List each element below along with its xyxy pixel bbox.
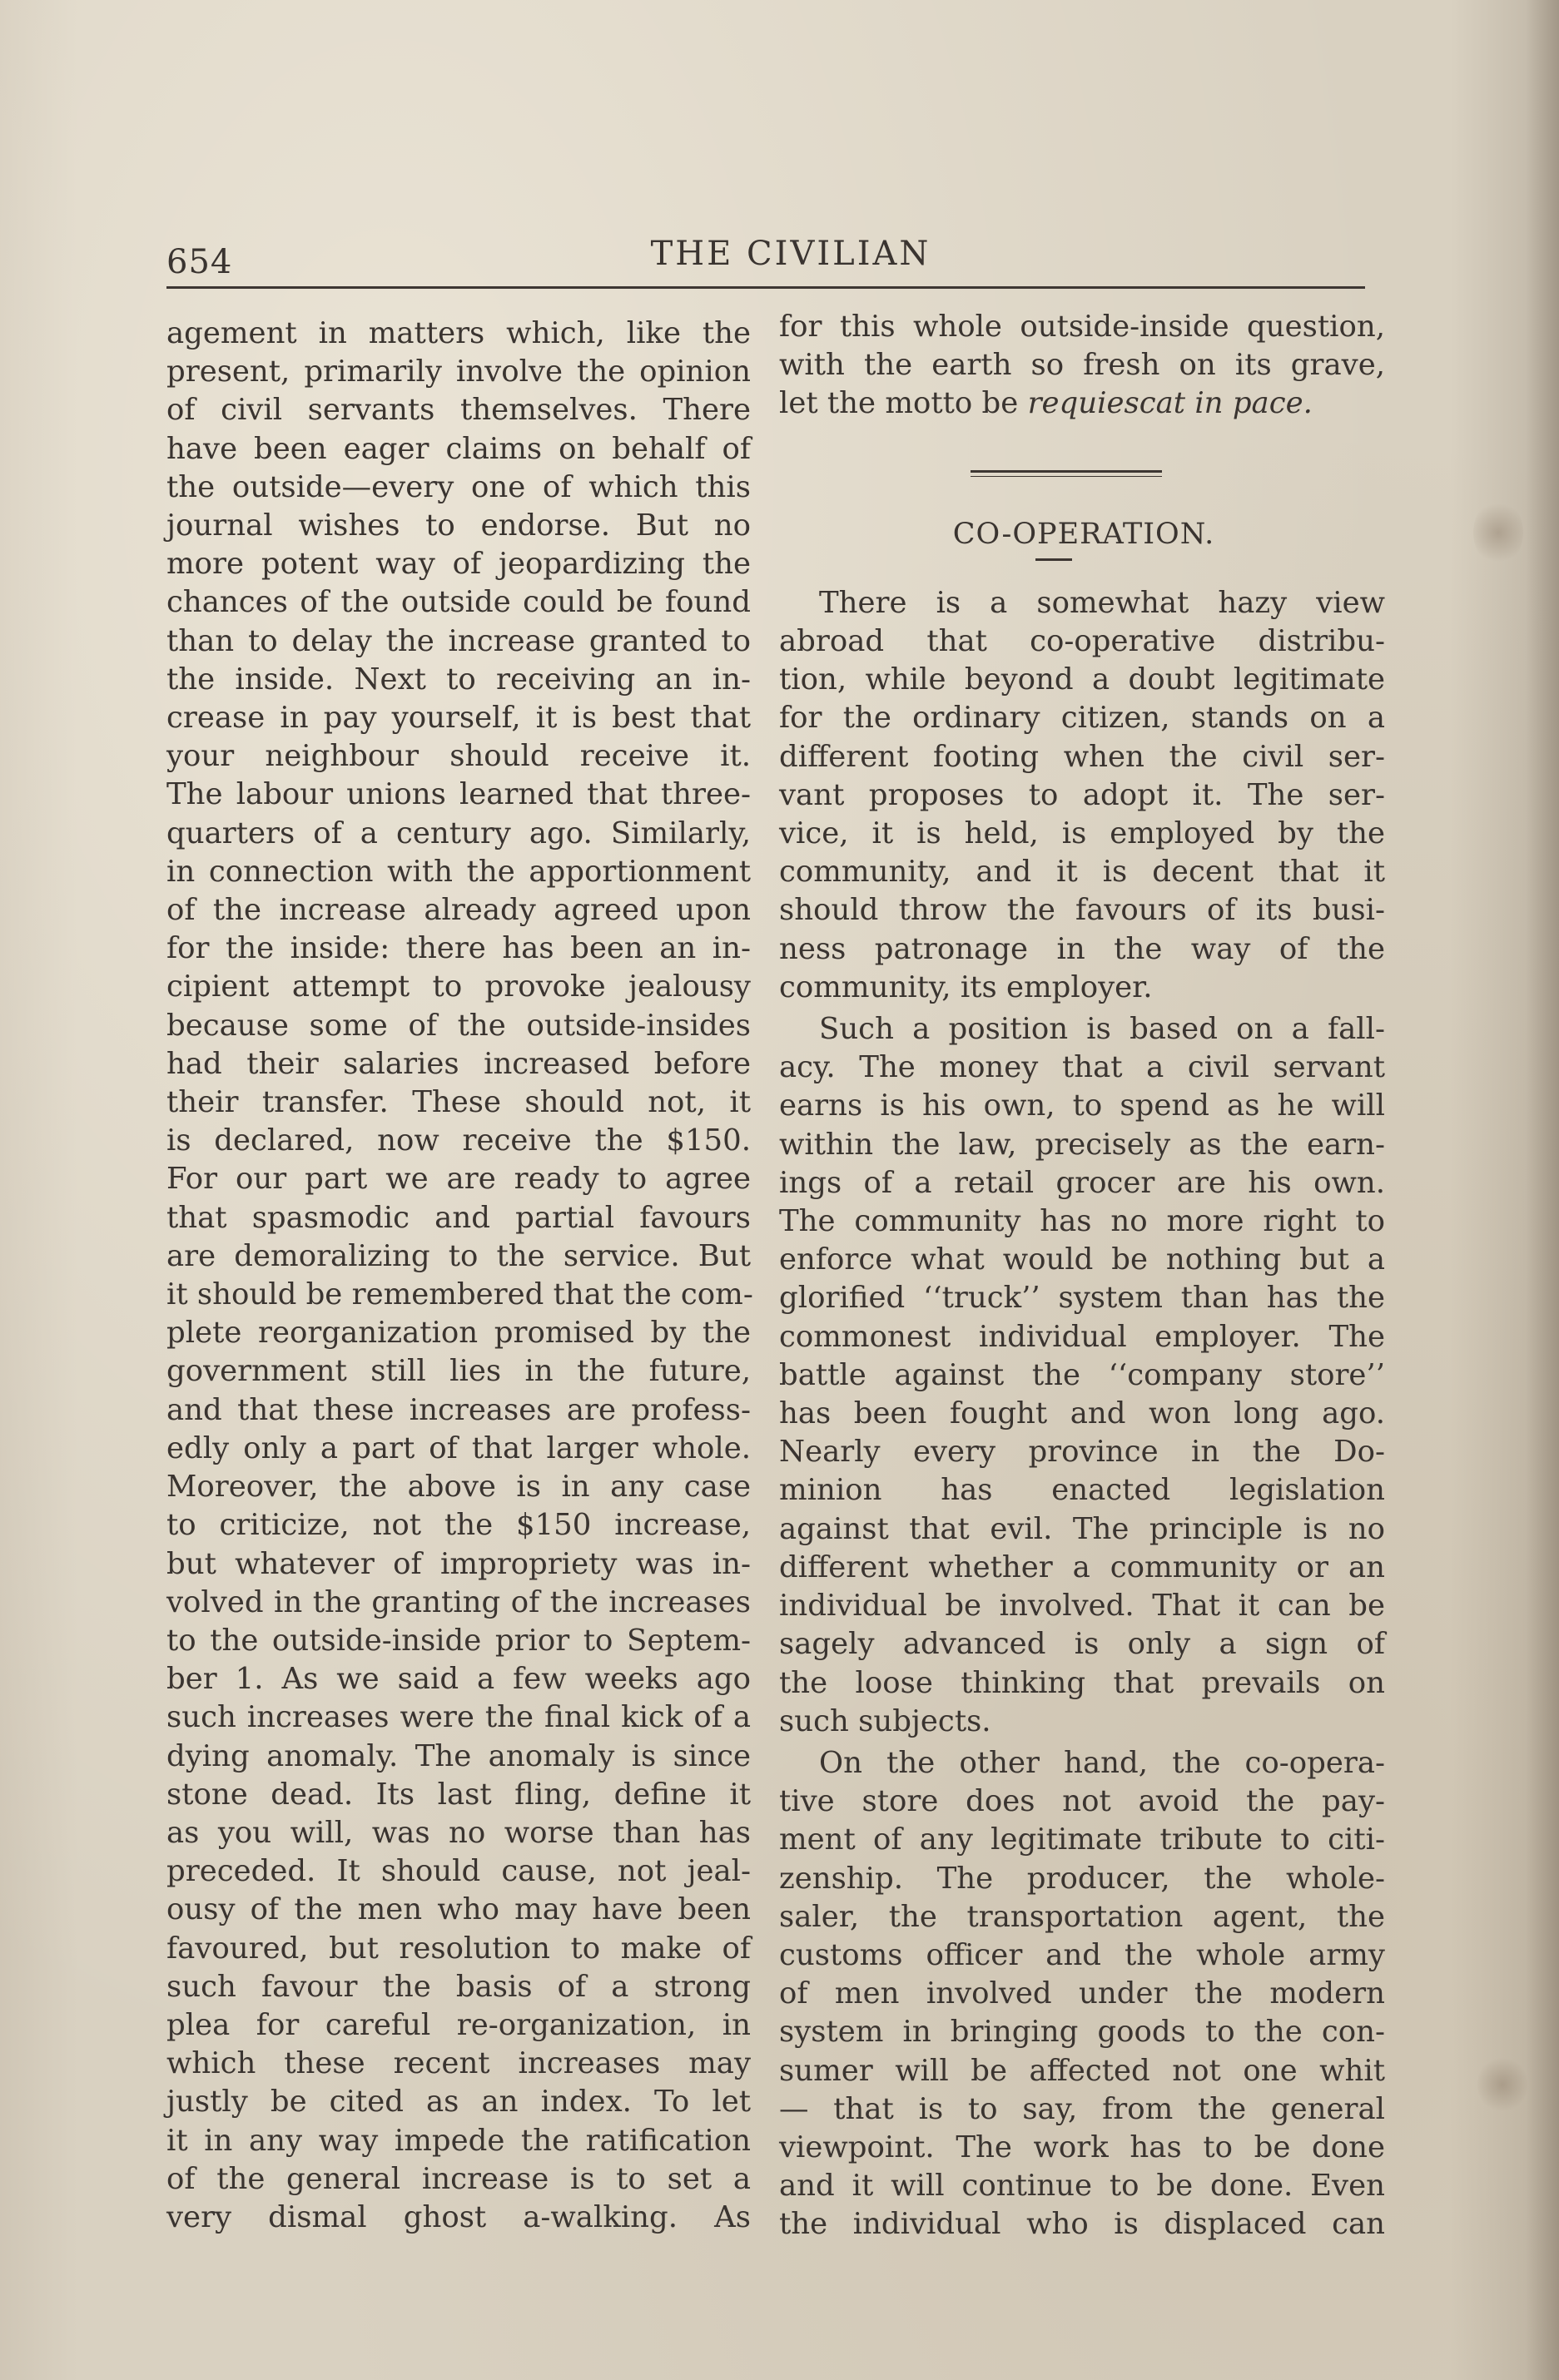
text-line: agement in matters which, like the: [166, 316, 751, 350]
text-line: the outside—every one of which this: [166, 469, 751, 504]
text-line: system in bringing goods to the con-: [779, 2015, 1385, 2050]
text-line: their transfer. These should not, it: [166, 1085, 751, 1120]
text-line: has been fought and won long ago.: [779, 1396, 1385, 1431]
divider-rule-thin: [971, 476, 1162, 477]
text-line: Nearly every province in the Do-: [779, 1435, 1385, 1470]
text-line: and that these increases are profess-: [166, 1392, 751, 1427]
motto-latin: requiescat in pace.: [1027, 386, 1313, 421]
text-line: journal wishes to endorse. But no: [166, 508, 751, 543]
text-line: customs officer and the whole army: [779, 1937, 1385, 1972]
header-rule: [166, 286, 1365, 289]
text-line: in connection with the apportionment: [166, 854, 751, 889]
text-line: glorified ‘‘truck’’ system than has the: [779, 1281, 1385, 1316]
text-line: but whatever of impropriety was in-: [166, 1546, 751, 1581]
paragraph: [779, 1744, 1385, 2244]
text-line: and it will continue to be done. Even: [779, 2169, 1385, 2204]
text-line: for this whole outside-inside question,: [779, 310, 1385, 344]
text-line: chances of the outside could be found: [166, 585, 751, 620]
text-line: There is a somewhat hazy view: [819, 585, 1385, 620]
text-line: your neighbour should receive it.: [166, 739, 751, 774]
text-line: against that evil. The principle is no: [779, 1511, 1385, 1546]
text-line: Moreover, the above is in any case: [166, 1470, 751, 1505]
text-line: The labour unions learned that three-: [166, 777, 751, 812]
text-line: to criticize, not the $150 increase,: [166, 1508, 751, 1543]
text-line: because some of the outside-insides: [166, 1008, 751, 1043]
text-line: the individual who is displaced can: [779, 2207, 1385, 2242]
left-column: [166, 315, 751, 2237]
text-line: the inside. Next to receiving an in-: [166, 662, 751, 697]
text-line: minion has enacted legislation: [779, 1473, 1385, 1508]
text-line: For our part we are ready to agree: [166, 1162, 751, 1197]
text-line: earns is his own, to spend as he will: [779, 1088, 1385, 1123]
page-edge-shadow: [1526, 0, 1559, 2380]
text-line: of the increase already agreed upon: [166, 893, 751, 928]
text-line: of civil servants themselves. There: [166, 393, 751, 428]
paragraph: [779, 584, 1385, 1007]
text-line: it in any way impede the ratification: [166, 2123, 751, 2158]
text-line: for the inside: there has been an in-: [166, 931, 751, 966]
text-line: to the outside-inside prior to Septem-: [166, 1623, 751, 1658]
text-line: plete reorganization promised by the: [166, 1316, 751, 1351]
text-line: ings of a retail grocer are his own.: [779, 1165, 1385, 1200]
text-line: — that is to say, from the general: [779, 2091, 1385, 2126]
text-line: crease in pay yourself, it is best that: [166, 701, 751, 736]
text-line: with the earth so fresh on its grave,: [779, 348, 1385, 383]
text-line: such increases were the final kick of a: [166, 1700, 751, 1735]
text-line: of the general increase is to set a: [166, 2161, 751, 2196]
motto-prefix: let the motto be: [779, 386, 1028, 421]
text-line: preceded. It should cause, not jeal-: [166, 1854, 751, 1889]
text-line: tive store does not avoid the pay-: [779, 1784, 1385, 1819]
text-line: sumer will be affected not one whit: [779, 2053, 1385, 2088]
text-line: tion, while beyond a doubt legitimate: [779, 662, 1385, 697]
text-line: ousy of the men who may have been: [166, 1892, 751, 1927]
text-line: dying anomaly. The anomaly is since: [166, 1738, 751, 1773]
text-line: Such a position is based on a fall-: [819, 1012, 1385, 1047]
text-line: enforce what would be nothing but a: [779, 1242, 1385, 1277]
text-line: within the law, precisely as the earn-: [779, 1127, 1385, 1162]
text-line: than to delay the increase granted to: [166, 623, 751, 658]
text-line: sagely advanced is only a sign of: [779, 1627, 1385, 1662]
text-line: as you will, was no worse than has: [166, 1815, 751, 1850]
text-line: commonest individual employer. The: [779, 1319, 1385, 1354]
text-line: acy. The money that a civil servant: [779, 1050, 1385, 1085]
text-line: plea for careful re-organization, in: [166, 2007, 751, 2042]
text-line: cipient attempt to provoke jealousy: [166, 969, 751, 1004]
section-divider: [779, 424, 1385, 515]
text-line: ber 1. As we said a few weeks ago: [166, 1662, 751, 1697]
text-line: of men involved under the modern: [779, 1976, 1385, 2011]
text-line: for the ordinary citizen, stands on a: [779, 701, 1385, 736]
text-line: ness patronage in the way of the: [779, 931, 1385, 966]
text-line: different whether a community or an: [779, 1549, 1385, 1584]
journal-title: THE CIVILIAN: [650, 235, 931, 273]
text-line: saler, the transportation agent, the: [779, 1899, 1385, 1934]
text-line: that spasmodic and partial favours: [166, 1200, 751, 1235]
text-line: had their salaries increased before: [166, 1046, 751, 1081]
text-line: should throw the favours of its busi-: [779, 893, 1385, 928]
text-line: edly only a part of that larger whole.: [166, 1430, 751, 1465]
text-line: the loose thinking that prevails on: [779, 1665, 1385, 1700]
text-line: have been eager claims on behalf of: [166, 431, 751, 466]
text-line: vice, it is held, is employed by the: [779, 816, 1385, 851]
page-number: 654: [166, 243, 233, 281]
paragraph: [779, 1010, 1385, 1741]
motto-line: [779, 384, 1385, 423]
text-line: viewpoint. The work has to be done: [779, 2130, 1385, 2164]
text-line: The community has no more right to: [779, 1204, 1385, 1239]
text-line: zenship. The producer, the whole-: [779, 1861, 1385, 1896]
text-line: present, primarily involve the opinion: [166, 355, 751, 389]
text-line: community, its employer.: [779, 969, 1153, 1004]
divider-rule-thick: [971, 470, 1162, 473]
text-line: such favour the basis of a strong: [166, 1969, 751, 2004]
heading-dash: [1035, 558, 1072, 561]
text-line: vant proposes to adopt it. The ser-: [779, 777, 1385, 812]
paper-stain: [1473, 499, 1523, 566]
right-column: [779, 308, 1385, 2244]
text-line: government still lies in the future,: [166, 1354, 751, 1389]
text-line: is declared, now receive the $150.: [166, 1123, 751, 1158]
text-line: community, and it is decent that it: [779, 855, 1385, 890]
paper-stain: [1477, 2055, 1527, 2114]
text-line: individual be involved. That it can be: [779, 1589, 1385, 1624]
text-line: favoured, but resolution to make of: [166, 1931, 751, 1966]
text-line: volved in the granting of the increases: [166, 1584, 751, 1619]
text-line: quarters of a century ago. Similarly,: [166, 816, 751, 850]
text-line: such subjects.: [779, 1703, 991, 1738]
text-line: different footing when the civil ser-: [779, 739, 1385, 774]
text-line: more potent way of jeopardizing the: [166, 547, 751, 582]
text-line: it should be remembered that the com-: [166, 1277, 753, 1312]
text-line: ment of any legitimate tribute to citi-: [779, 1822, 1385, 1857]
text-line: On the other hand, the co-opera-: [819, 1745, 1385, 1780]
text-line: abroad that co-operative distribu-: [779, 624, 1385, 659]
section-heading: CO-OPERATION.: [952, 517, 1215, 551]
text-line: which these recent increases may: [166, 2046, 751, 2081]
text-line: very dismal ghost a-walking. As: [166, 2199, 751, 2234]
text-line: stone dead. Its last fling, define it: [166, 1777, 751, 1812]
text-line: are demoralizing to the service. But: [166, 1238, 751, 1273]
text-line: justly be cited as an index. To let: [166, 2085, 751, 2120]
text-line: battle against the ‘‘company store’’: [779, 1357, 1385, 1392]
